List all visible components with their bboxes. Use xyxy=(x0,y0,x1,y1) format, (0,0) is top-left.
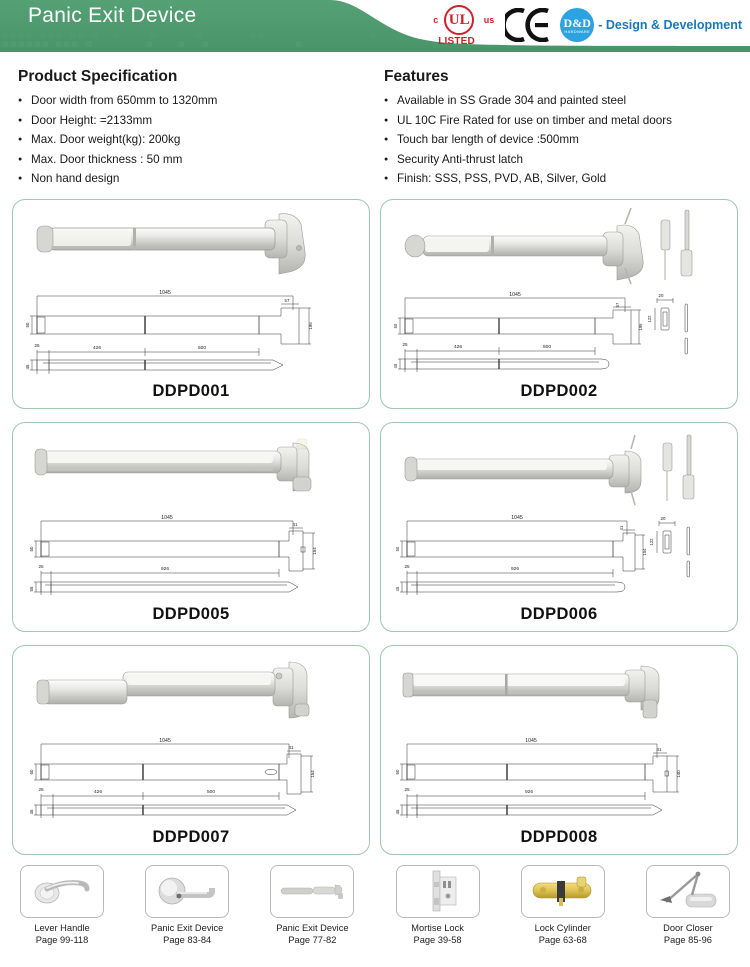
product-model-label: DDPD006 xyxy=(520,604,598,623)
related-item-name: Door Closer xyxy=(663,922,713,933)
product-photo-ddpd005 xyxy=(21,429,361,509)
page-title: Panic Exit Device xyxy=(28,4,197,27)
lever-handle-icon xyxy=(27,869,97,913)
dim-strike-height: 122 xyxy=(647,315,652,322)
dim-seg-b: 500 xyxy=(542,344,552,350)
product-model-label: DDPD002 xyxy=(520,381,598,400)
dim-head-top: 57 xyxy=(284,297,290,303)
dim-head-height: 196 xyxy=(308,321,313,330)
dim-offset: 25 xyxy=(38,563,44,569)
related-item-name: Panic Exit Device xyxy=(276,922,349,933)
product-model-label: DDPD001 xyxy=(152,381,230,400)
certification-logos xyxy=(430,2,742,48)
product-card-ddpd008[interactable] xyxy=(380,645,738,855)
dd-hardware-logo xyxy=(560,8,742,42)
product-photo-ddpd007 xyxy=(21,652,361,732)
related-item-page: Page 85-96 xyxy=(663,934,712,945)
dim-seg-a: 426 xyxy=(453,344,463,350)
dim-seg-a: 426 xyxy=(93,789,103,795)
product-drawing-ddpd008 xyxy=(389,732,729,824)
product-grid xyxy=(0,195,750,855)
feature-item: ● Finish: SSS, PSS, PVD, AB, Silver, Gold xyxy=(384,169,732,189)
dim-plate: 45 xyxy=(25,364,30,369)
features-list xyxy=(384,91,732,189)
spec-list xyxy=(18,91,375,189)
ul-mark-text: UL xyxy=(448,11,470,28)
dim-bar-height: 50 xyxy=(29,546,34,551)
panic-bar-icon xyxy=(275,869,349,913)
thumb-image-frame xyxy=(270,865,354,918)
related-item-name: Lock Cylinder xyxy=(534,922,591,933)
dim-seg-a: 926 xyxy=(510,566,520,572)
dim-length: 1045 xyxy=(525,737,537,744)
product-model-label: DDPD005 xyxy=(152,604,230,623)
product-card-ddpd006[interactable] xyxy=(380,422,738,632)
feature-item: ● Touch bar length of device :500mm xyxy=(384,130,732,150)
dd-logo-text: D&D xyxy=(563,15,591,30)
dim-seg-b: 500 xyxy=(197,345,207,351)
page-header xyxy=(0,0,750,56)
dim-plate: 45 xyxy=(395,586,400,591)
door-closer-icon xyxy=(652,868,724,914)
product-photo-ddpd001 xyxy=(21,206,361,286)
related-item-name: Panic Exit Device xyxy=(151,922,224,933)
dim-seg-a: 926 xyxy=(524,789,534,795)
related-item-page: Page 83-84 xyxy=(163,934,212,945)
dd-tagline: - Design & Development xyxy=(598,18,742,32)
product-photo-ddpd002 xyxy=(389,206,729,286)
dim-strike-width: 20 xyxy=(660,515,666,521)
dim-strike-width: 20 xyxy=(658,292,664,298)
dim-strike-height: 122 xyxy=(649,538,654,545)
dim-offset: 25 xyxy=(38,786,44,792)
dim-bar-height: 50 xyxy=(25,322,30,327)
product-drawing-ddpd002 xyxy=(389,286,729,378)
panic-lever-icon xyxy=(152,869,222,913)
dd-logo-subtext: HARDWARE xyxy=(564,28,591,34)
product-drawing-ddpd005 xyxy=(21,509,361,601)
related-products-strip xyxy=(0,855,750,950)
dim-head-top: 41 xyxy=(288,744,294,750)
related-item-page: Page 63-68 xyxy=(538,934,587,945)
feature-item: ● UL 10C Fire Rated for use on timber and metal doors xyxy=(384,111,732,131)
dim-head-height: 196 xyxy=(638,323,643,330)
dim-head-height: 154 xyxy=(312,546,317,555)
dim-head-top: 57 xyxy=(615,302,620,307)
lock-cylinder-icon xyxy=(527,869,599,913)
related-item-page: Page 99-118 xyxy=(35,934,89,945)
ul-listed-icon xyxy=(430,3,496,47)
related-item-name: Lever Handle xyxy=(34,922,90,933)
dim-length: 1045 xyxy=(511,514,523,521)
related-item-lever-handle[interactable] xyxy=(14,865,110,946)
product-card-ddpd005[interactable] xyxy=(12,422,370,632)
dim-length: 1045 xyxy=(159,289,171,296)
features-heading: Features xyxy=(384,68,449,85)
related-item-name: Mortise Lock xyxy=(411,922,464,933)
spec-item: ● Door Height: =2133mm xyxy=(18,111,375,131)
dim-offset: 25 xyxy=(404,563,410,569)
ul-us-mark: us xyxy=(483,15,495,25)
dim-bar-height: 50 xyxy=(393,323,398,328)
dim-length: 1045 xyxy=(159,737,171,744)
related-item-page: Page 77-82 xyxy=(288,934,337,945)
thumb-image-frame xyxy=(396,865,480,918)
spec-item: ● Door width from 650mm to 1320mm xyxy=(18,91,375,111)
ce-mark-icon xyxy=(505,7,551,43)
dim-length: 1045 xyxy=(161,514,173,521)
dim-bar-height: 50 xyxy=(29,769,34,774)
related-item-page: Page 39-58 xyxy=(413,934,462,945)
product-specification-block xyxy=(18,68,375,189)
product-card-ddpd001[interactable] xyxy=(12,199,370,409)
feature-item: ● Security Anti-thrust latch xyxy=(384,150,732,170)
spec-item: ● Max. Door weight(kg): 200kg xyxy=(18,130,375,150)
dim-head-top: 41 xyxy=(292,521,298,527)
dim-bar-height: 50 xyxy=(395,769,400,774)
dim-head-top: 41 xyxy=(619,525,624,530)
dim-head-height: 154 xyxy=(310,769,315,778)
related-item-door-closer[interactable] xyxy=(640,865,736,946)
dim-length: 1045 xyxy=(509,291,521,298)
related-item-panic-lever[interactable] xyxy=(139,865,235,946)
related-item-mortise-lock[interactable] xyxy=(390,865,486,946)
thumb-image-frame xyxy=(646,865,730,918)
features-block xyxy=(375,68,732,189)
dim-seg-b: 500 xyxy=(206,789,216,795)
spec-item: ● Non hand design xyxy=(18,169,375,189)
dim-plate: 55 xyxy=(29,586,34,591)
thumb-image-frame xyxy=(20,865,104,918)
dim-plate: 45 xyxy=(393,363,398,368)
thumb-image-frame xyxy=(145,865,229,918)
thumb-image-frame xyxy=(521,865,605,918)
mortise-lock-icon xyxy=(403,868,473,914)
product-drawing-ddpd001 xyxy=(21,286,361,378)
dim-offset: 25 xyxy=(404,786,410,792)
product-model-label: DDPD008 xyxy=(520,827,598,846)
dim-bar-height: 50 xyxy=(395,546,400,551)
dim-head-height: 140 xyxy=(676,769,681,778)
ul-circle-icon xyxy=(444,5,474,35)
spec-heading: Product Specification xyxy=(18,68,178,85)
related-item-panic-bar[interactable] xyxy=(264,865,360,946)
ul-listed-text: LISTED xyxy=(438,36,475,47)
product-photo-ddpd008 xyxy=(389,652,729,732)
dim-offset: 25 xyxy=(34,342,40,348)
ul-c-mark: c xyxy=(433,15,439,25)
dim-plate: 45 xyxy=(29,809,34,814)
related-item-lock-cylinder[interactable] xyxy=(515,865,611,946)
dim-head-height: 154 xyxy=(642,548,647,555)
dim-seg-a: 426 xyxy=(92,345,102,351)
dim-head-top: 41 xyxy=(656,746,662,752)
info-section xyxy=(0,56,750,195)
spec-item: ● Max. Door thickness : 50 mm xyxy=(18,150,375,170)
feature-item: ● Available in SS Grade 304 and painted steel xyxy=(384,91,732,111)
product-drawing-ddpd007 xyxy=(21,732,361,824)
product-card-ddpd002[interactable] xyxy=(380,199,738,409)
dim-seg-a: 926 xyxy=(160,566,170,572)
product-photo-ddpd006 xyxy=(389,429,729,509)
product-model-label: DDPD007 xyxy=(152,827,230,846)
product-drawing-ddpd006 xyxy=(389,509,729,601)
dim-plate: 45 xyxy=(395,809,400,814)
dd-circle-icon xyxy=(560,8,594,42)
dim-offset: 25 xyxy=(402,341,408,347)
product-card-ddpd007[interactable] xyxy=(12,645,370,855)
